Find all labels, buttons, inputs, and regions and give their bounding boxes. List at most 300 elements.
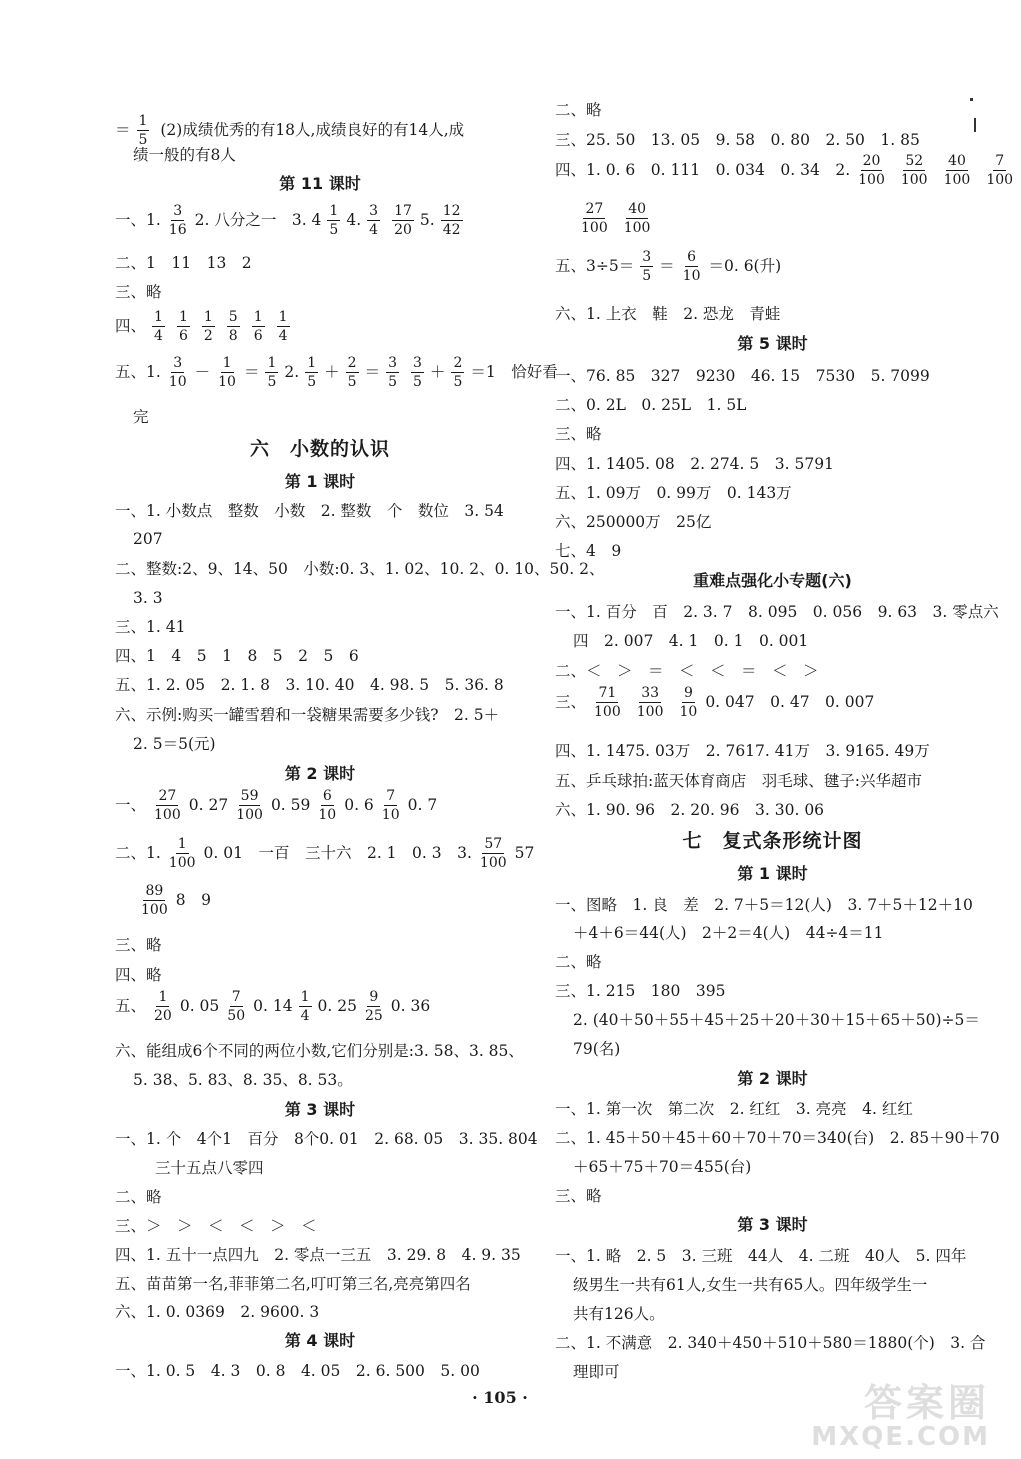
fraction bbox=[856, 154, 887, 187]
fraction-denominator: 100 bbox=[623, 219, 651, 236]
answer-line bbox=[115, 1039, 524, 1061]
lesson-heading: 第 4 课时 bbox=[284, 1331, 356, 1350]
answer-text: 三、1. 41 bbox=[115, 618, 186, 636]
answer-text: 0. 05 bbox=[179, 997, 220, 1015]
answer-line bbox=[555, 769, 922, 791]
fraction bbox=[899, 154, 930, 187]
fraction-denominator: 100 bbox=[858, 171, 885, 188]
lesson-heading: 第 2 课时 bbox=[284, 764, 356, 783]
answer-line bbox=[555, 1037, 620, 1059]
watermark bbox=[811, 1383, 990, 1451]
lesson-heading: 第 5 课时 bbox=[737, 334, 808, 353]
answer-line bbox=[555, 921, 884, 943]
answer-line bbox=[555, 510, 711, 532]
answer-text: 一、 bbox=[115, 796, 147, 814]
answer-text: 0. 047 0. 47 0. 007 bbox=[705, 693, 875, 711]
answer-text: 二、整数:2、9、14、50 小数:0. 3、1. 02、10. 2、0. 10、50. 2、 bbox=[115, 560, 605, 578]
answer-line bbox=[115, 349, 558, 393]
fraction-denominator: 50 bbox=[227, 1007, 246, 1024]
answer-text: ＝0. 6(升) bbox=[708, 257, 782, 275]
answer-line bbox=[555, 302, 780, 324]
answer-line bbox=[115, 1156, 264, 1178]
fraction-denominator: 100 bbox=[943, 171, 971, 188]
answer-line bbox=[115, 197, 469, 241]
answer-text: 0. 7 bbox=[407, 796, 438, 814]
chapter-title: 七 复式条形统计图 bbox=[682, 830, 863, 852]
fraction-denominator: 100 bbox=[168, 854, 196, 871]
fraction-numerator: 1 bbox=[300, 988, 310, 1005]
fraction-numerator: 1 bbox=[278, 308, 288, 325]
answer-line bbox=[115, 673, 504, 695]
fraction-denominator: 4 bbox=[154, 327, 163, 344]
answer-text: ＝ bbox=[115, 121, 131, 139]
answer-text: 一、1. 小数点 整数 小数 2. 整数 个 数位 3. 54 bbox=[115, 502, 504, 520]
lesson-heading: 重难点强化小专题(六) bbox=[693, 571, 852, 590]
answer-text: ＝ bbox=[243, 363, 260, 381]
fraction-denominator: 10 bbox=[318, 806, 337, 823]
fraction-denominator: 100 bbox=[154, 806, 181, 823]
fraction-denominator: 42 bbox=[442, 221, 461, 238]
fraction bbox=[392, 204, 414, 237]
fraction-numerator: 5 bbox=[228, 308, 238, 325]
answer-line bbox=[115, 1272, 471, 1294]
fraction-numerator: 27 bbox=[158, 787, 177, 804]
fraction bbox=[592, 686, 623, 719]
fraction-denominator: 8 bbox=[228, 327, 238, 344]
fraction bbox=[984, 154, 1015, 187]
answer-line bbox=[115, 280, 162, 302]
fraction bbox=[640, 250, 653, 283]
fraction bbox=[137, 114, 150, 147]
answer-text: 0. 01 一百 三十六 2. 1 0. 3 3. bbox=[203, 844, 472, 862]
answer-line bbox=[115, 251, 252, 273]
fraction-numerator: 1 bbox=[329, 202, 339, 219]
answer-text: 四、1 4 5 1 8 5 2 5 6 bbox=[115, 647, 359, 665]
fraction-numerator: 1 bbox=[178, 308, 188, 325]
fraction bbox=[177, 310, 190, 343]
answer-text: 三、＞ ＞ ＜ ＜ ＞ ＜ bbox=[115, 1217, 317, 1235]
page-number: · 105 · bbox=[472, 1388, 528, 1407]
fraction-numerator: 57 bbox=[484, 835, 503, 852]
fraction-denominator: 5 bbox=[453, 373, 463, 390]
answer-line bbox=[555, 893, 973, 915]
fraction-numerator: 1 bbox=[203, 308, 213, 325]
answer-text: 级男生一共有61人,女生一共有65人。四年级学生一 bbox=[573, 1276, 928, 1294]
lesson-heading: 第 3 课时 bbox=[284, 1100, 356, 1119]
answer-text: 一、1. 略 2. 5 3. 三班 44人 4. 二班 40人 5. 四年 bbox=[555, 1247, 967, 1265]
answer-text: 六、250000万 25亿 bbox=[555, 513, 712, 531]
answer-line bbox=[115, 963, 162, 985]
answer-text: 理即可 bbox=[573, 1363, 620, 1381]
answer-text: 2. 5＝5(元) bbox=[133, 735, 216, 753]
fraction-numerator: 20 bbox=[862, 152, 881, 169]
fraction bbox=[167, 204, 189, 237]
fraction bbox=[942, 154, 973, 187]
answer-text: 六、1. 0. 0369 2. 9600. 3 bbox=[115, 1303, 320, 1321]
fraction-denominator: 4 bbox=[278, 327, 288, 344]
answer-line bbox=[115, 1068, 353, 1090]
answer-line bbox=[555, 1302, 665, 1324]
fraction bbox=[152, 789, 183, 822]
fraction-numerator: 59 bbox=[240, 787, 259, 804]
answer-text: 二、1. bbox=[115, 844, 161, 862]
answer-line bbox=[115, 303, 296, 347]
fraction-denominator: 100 bbox=[900, 171, 928, 188]
answer-line bbox=[115, 557, 604, 579]
fraction-denominator: 10 bbox=[218, 373, 236, 390]
answer-text: 三、25. 50 13. 05 9. 58 0. 80 2. 50 1. 85 bbox=[555, 131, 920, 149]
answer-line bbox=[555, 679, 874, 723]
answer-text: 五、1. 09万 0. 99万 0. 143万 bbox=[555, 484, 792, 502]
fraction-denominator: 25 bbox=[364, 1007, 383, 1024]
lesson-heading: 第 1 课时 bbox=[284, 472, 356, 491]
fraction-numerator: 1 bbox=[307, 354, 317, 371]
answer-text: 二、略 bbox=[555, 953, 602, 971]
print-speck bbox=[970, 98, 973, 101]
answer-text: 共有126人。 bbox=[573, 1305, 665, 1323]
fraction bbox=[386, 356, 399, 389]
answer-line bbox=[115, 1214, 317, 1236]
answer-text: 二、1 11 13 2 bbox=[115, 254, 252, 272]
answer-text: 0. 27 bbox=[188, 796, 229, 814]
answer-line bbox=[115, 830, 534, 874]
fraction-numerator: 27 bbox=[585, 200, 604, 217]
answer-line bbox=[555, 539, 621, 561]
fraction bbox=[579, 202, 610, 235]
answer-line bbox=[555, 98, 602, 120]
answer-line bbox=[555, 481, 792, 503]
fraction-denominator: 5 bbox=[138, 131, 148, 148]
answer-text: 完 bbox=[133, 408, 149, 426]
fraction bbox=[441, 204, 463, 237]
answer-text: 三、1. 215 180 395 bbox=[555, 982, 726, 1000]
fraction-numerator: 40 bbox=[948, 152, 966, 169]
answer-line bbox=[115, 703, 499, 725]
answer-text: 二、0. 2L 0. 25L 1. 5L bbox=[555, 396, 747, 414]
fraction-numerator: 17 bbox=[394, 202, 412, 219]
answer-text: 五、 bbox=[115, 997, 147, 1015]
answer-text: 4. bbox=[346, 211, 362, 229]
answer-line bbox=[555, 739, 930, 761]
answer-text: 六、1. 上衣 鞋 2. 恐龙 青蛙 bbox=[555, 305, 781, 323]
answer-text: 二、1. 不满意 2. 340＋450＋510＋580＝1880(个) 3. 合 bbox=[555, 1334, 986, 1352]
fraction bbox=[346, 356, 359, 389]
answer-line bbox=[555, 1184, 602, 1206]
answer-text: 四 2. 007 4. 1 0. 1 0. 001 bbox=[573, 632, 809, 650]
fraction bbox=[622, 202, 653, 235]
fraction-denominator: 10 bbox=[381, 806, 400, 823]
answer-text: 79(名) bbox=[573, 1040, 621, 1058]
fraction bbox=[367, 204, 380, 237]
answer-text: 0. 36 bbox=[390, 997, 431, 1015]
fraction-numerator: 7 bbox=[231, 988, 241, 1005]
fraction-denominator: 100 bbox=[594, 703, 621, 720]
fraction-numerator: 3 bbox=[388, 354, 397, 371]
answer-text: 0. 59 bbox=[270, 796, 311, 814]
fraction bbox=[252, 310, 265, 343]
fraction-denominator: 100 bbox=[141, 901, 168, 918]
fraction-denominator: 4 bbox=[300, 1007, 310, 1024]
fraction-numerator: 3 bbox=[173, 354, 183, 371]
fraction-numerator: 2 bbox=[347, 354, 357, 371]
answer-text: 五、乒乓球拍:蓝天体育商店 羽毛球、毽子:兴华超市 bbox=[555, 772, 922, 790]
answer-text: 0. 14 bbox=[253, 997, 293, 1015]
answer-text: 六、1. 90. 96 2. 20. 96 3. 30. 06 bbox=[555, 801, 825, 819]
lesson-heading: 第 2 课时 bbox=[737, 1069, 808, 1088]
answer-text: 一、76. 85 327 9230 46. 15 7530 5. 7099 bbox=[555, 367, 930, 385]
fraction-denominator: 100 bbox=[636, 703, 664, 720]
fraction-numerator: 1 bbox=[267, 354, 277, 371]
fraction bbox=[265, 356, 278, 389]
fraction-denominator: 5 bbox=[347, 373, 357, 390]
answer-text: ＋4＋6＝44(人) 2＋2＝4(人) 44÷4＝11 bbox=[573, 924, 884, 942]
answer-text: 三十五点八零四 bbox=[155, 1159, 264, 1177]
answer-line bbox=[555, 1155, 751, 1177]
fraction-denominator: 20 bbox=[394, 221, 412, 238]
fraction bbox=[227, 310, 240, 343]
fraction-denominator: 100 bbox=[581, 219, 608, 236]
answer-line bbox=[555, 1244, 966, 1266]
answer-text: 五、3÷5＝ bbox=[555, 257, 635, 275]
fraction bbox=[681, 250, 703, 283]
fraction-numerator: 7 bbox=[995, 152, 1005, 169]
fraction bbox=[202, 310, 215, 343]
fraction-denominator: 10 bbox=[679, 703, 698, 720]
answer-text: 一、1. 0. 5 4. 3 0. 8 4. 05 2. 6. 500 5. 00 bbox=[115, 1362, 480, 1380]
fraction bbox=[225, 990, 247, 1023]
answer-text: 六、能组成6个不同的两位小数,它们分别是:3. 58、3. 85、 bbox=[115, 1042, 524, 1060]
answer-line bbox=[555, 452, 834, 474]
fraction bbox=[305, 356, 318, 389]
answer-text: 三、略 bbox=[555, 425, 602, 443]
fraction-numerator: 12 bbox=[442, 202, 461, 219]
answer-line bbox=[115, 877, 211, 921]
answer-line bbox=[555, 600, 999, 622]
fraction-denominator: 10 bbox=[168, 373, 187, 390]
chapter-title: 六 小数的认识 bbox=[249, 438, 390, 460]
answer-line bbox=[115, 143, 236, 165]
fraction-numerator: 9 bbox=[683, 684, 693, 701]
answer-text: 二、略 bbox=[555, 101, 602, 119]
answer-text: 三、略 bbox=[115, 936, 162, 954]
print-speck bbox=[974, 118, 976, 132]
answer-line bbox=[555, 1097, 913, 1119]
fraction-denominator: 2 bbox=[203, 327, 213, 344]
fraction-denominator: 5 bbox=[413, 373, 422, 390]
answer-text: ＝ bbox=[364, 363, 381, 381]
fraction-numerator: 89 bbox=[145, 882, 164, 899]
fraction-numerator: 1 bbox=[138, 112, 148, 129]
answer-text: 2. (40＋50＋55＋45＋25＋20＋30＋15＋65＋50)÷5＝ bbox=[573, 1011, 980, 1029]
answer-text: 七、4 9 bbox=[555, 542, 622, 560]
fraction-numerator: 6 bbox=[687, 248, 697, 265]
answer-line bbox=[555, 1126, 1000, 1148]
fraction bbox=[327, 204, 340, 237]
fraction-numerator: 9 bbox=[369, 988, 379, 1005]
fraction-numerator: 3 bbox=[413, 354, 422, 371]
answer-line bbox=[115, 933, 162, 955]
answer-line bbox=[115, 405, 149, 427]
fraction bbox=[234, 789, 265, 822]
fraction-denominator: 20 bbox=[154, 1007, 172, 1024]
answer-line bbox=[555, 243, 781, 287]
answer-line bbox=[555, 1273, 927, 1295]
fraction-numerator: 40 bbox=[628, 200, 647, 217]
answer-text: － bbox=[194, 363, 211, 381]
answer-text: 四、1. 0. 6 0. 111 0. 034 0. 34 2. bbox=[555, 161, 851, 179]
answer-text: 四、1. 五十一点四九 2. 零点一三五 3. 29. 8 4. 9. 35 bbox=[115, 1246, 521, 1264]
answer-text: 二、1. 45＋50＋45＋60＋70＋70＝340(台) 2. 85＋90＋70 bbox=[555, 1129, 1000, 1147]
fraction-denominator: 10 bbox=[682, 267, 701, 284]
answer-line bbox=[555, 659, 819, 681]
answer-line bbox=[555, 1360, 620, 1382]
answer-line bbox=[115, 1185, 162, 1207]
answer-text: 2. bbox=[284, 363, 300, 381]
answer-text: 四、1. 1475. 03万 2. 7617. 41万 3. 9165. 49万 bbox=[555, 742, 930, 760]
answer-line bbox=[115, 983, 430, 1027]
fraction-numerator: 3 bbox=[642, 248, 652, 265]
fraction-numerator: 3 bbox=[173, 202, 183, 219]
fraction bbox=[152, 990, 174, 1023]
fraction bbox=[277, 310, 290, 343]
fraction-denominator: 6 bbox=[253, 327, 263, 344]
answer-text: 0. 25 bbox=[317, 997, 357, 1015]
answer-line bbox=[115, 1243, 521, 1265]
fraction-denominator: 16 bbox=[168, 221, 187, 238]
lesson-heading: 第 11 课时 bbox=[279, 174, 361, 193]
answer-text: 三、 bbox=[555, 693, 587, 711]
answer-line bbox=[555, 629, 808, 651]
fraction-denominator: 5 bbox=[642, 267, 652, 284]
answer-line bbox=[555, 979, 725, 1001]
fraction-denominator: 100 bbox=[986, 171, 1014, 188]
answer-line bbox=[555, 422, 602, 444]
fraction bbox=[167, 356, 189, 389]
fraction-denominator: 100 bbox=[479, 854, 507, 871]
answer-text: 57 bbox=[514, 844, 535, 862]
answer-text: 四、 bbox=[115, 317, 147, 335]
fraction-denominator: 6 bbox=[178, 327, 188, 344]
answer-text: 5. 38、5. 83、8. 35、8. 53。 bbox=[133, 1071, 353, 1089]
answer-text: ＋ bbox=[429, 363, 446, 381]
lesson-heading: 第 1 课时 bbox=[737, 864, 808, 883]
watermark-url: MXQE.COM bbox=[811, 1422, 990, 1452]
fraction-numerator: 71 bbox=[598, 684, 617, 701]
fraction-denominator: 5 bbox=[307, 373, 317, 390]
fraction bbox=[167, 837, 198, 870]
fraction-numerator: 1 bbox=[222, 354, 232, 371]
fraction bbox=[216, 356, 238, 389]
answer-text: 四、略 bbox=[115, 966, 162, 984]
answer-line bbox=[555, 1008, 980, 1030]
answer-line bbox=[555, 798, 824, 820]
answer-line bbox=[115, 1359, 480, 1381]
fraction bbox=[635, 686, 666, 719]
answer-line bbox=[115, 499, 504, 521]
answer-line bbox=[115, 644, 359, 666]
fraction bbox=[478, 837, 509, 870]
answer-text: 一、1. 第一次 第二次 2. 红红 3. 亮亮 4. 红红 bbox=[555, 1100, 913, 1118]
answer-line bbox=[555, 393, 746, 415]
fraction-numerator: 1 bbox=[177, 835, 187, 852]
answer-text: ＋65＋75＋70＝455(台) bbox=[573, 1158, 752, 1176]
fraction-denominator: 5 bbox=[388, 373, 397, 390]
lesson-heading: 第 3 课时 bbox=[737, 1215, 808, 1234]
fraction-numerator: 52 bbox=[905, 152, 924, 169]
answer-line bbox=[115, 527, 163, 549]
answer-text: 一、1. 百分 百 2. 3. 7 8. 095 0. 056 9. 63 3. 零点六 bbox=[555, 603, 999, 621]
answer-line bbox=[115, 1127, 538, 1149]
answer-text: 绩一般的有8人 bbox=[133, 146, 236, 164]
answer-text: 207 bbox=[133, 530, 163, 548]
answer-text: 四、1. 1405. 08 2. 274. 5 3. 5791 bbox=[555, 455, 834, 473]
answer-text: 0. 6 bbox=[344, 796, 374, 814]
fraction-numerator: 33 bbox=[641, 684, 660, 701]
answer-text: ＝1 恰好看 bbox=[470, 363, 558, 381]
fraction bbox=[139, 884, 170, 917]
answer-text: 一、图略 1. 良 差 2. 7＋5＝12(人) 3. 7＋5＋12＋10 bbox=[555, 896, 973, 914]
answer-text: 二、＜ ＞ ＝ ＜ ＜ ＝ ＜ ＞ bbox=[555, 662, 819, 680]
answer-line bbox=[115, 1300, 319, 1322]
answer-text: ＋ bbox=[324, 363, 340, 381]
fraction bbox=[380, 789, 402, 822]
answer-text: 五、苗苗第一名,菲菲第二名,叮叮第三名,亮亮第四名 bbox=[115, 1275, 471, 1293]
fraction-denominator: 4 bbox=[369, 221, 379, 238]
answer-line bbox=[115, 782, 437, 826]
answer-text: (2)成绩优秀的有18人,成绩良好的有14人,成 bbox=[155, 121, 465, 139]
fraction-denominator: 5 bbox=[267, 373, 277, 390]
answer-text: 三、略 bbox=[555, 1187, 602, 1205]
fraction-denominator: 100 bbox=[236, 806, 263, 823]
answer-text: ＝ bbox=[659, 257, 675, 275]
answer-text: 二、略 bbox=[115, 1188, 162, 1206]
answer-line bbox=[555, 364, 930, 386]
fraction bbox=[451, 356, 464, 389]
answer-line bbox=[555, 1331, 986, 1353]
answer-line bbox=[115, 615, 185, 637]
fraction-numerator: 1 bbox=[158, 988, 168, 1005]
fraction-numerator: 7 bbox=[386, 787, 396, 804]
fraction bbox=[152, 310, 165, 343]
answer-text: 一、1. bbox=[115, 211, 161, 229]
answer-text: 六、示例:购买一罐雪碧和一袋糖果需要多少钱? 2. 5＋ bbox=[115, 706, 500, 724]
answer-text: 三、略 bbox=[115, 283, 162, 301]
answer-line bbox=[115, 732, 216, 754]
watermark-logo: 答案圈 bbox=[863, 1381, 990, 1425]
fraction-numerator: 2 bbox=[453, 354, 463, 371]
fraction bbox=[316, 789, 338, 822]
fraction-numerator: 1 bbox=[253, 308, 263, 325]
fraction-numerator: 6 bbox=[322, 787, 332, 804]
fraction-numerator: 3 bbox=[369, 202, 379, 219]
fraction bbox=[299, 990, 312, 1023]
answer-text: 2. 八分之一 3. 4 bbox=[194, 211, 322, 229]
fraction bbox=[363, 990, 385, 1023]
answer-text: 5. bbox=[419, 211, 435, 229]
fraction bbox=[411, 356, 424, 389]
answer-text: 五、1. bbox=[115, 363, 161, 381]
answer-line bbox=[555, 147, 1021, 191]
answer-text: 一、1. 个 4个1 百分 8个0. 01 2. 68. 05 3. 35. 804 bbox=[115, 1130, 538, 1148]
fraction-numerator: 1 bbox=[154, 308, 163, 325]
answer-line bbox=[115, 586, 163, 608]
fraction-denominator: 5 bbox=[329, 221, 339, 238]
answer-line bbox=[555, 950, 602, 972]
answer-text: 3. 3 bbox=[133, 589, 163, 607]
answer-line bbox=[555, 195, 658, 239]
fraction bbox=[677, 686, 699, 719]
answer-text: 8 9 bbox=[175, 891, 211, 909]
